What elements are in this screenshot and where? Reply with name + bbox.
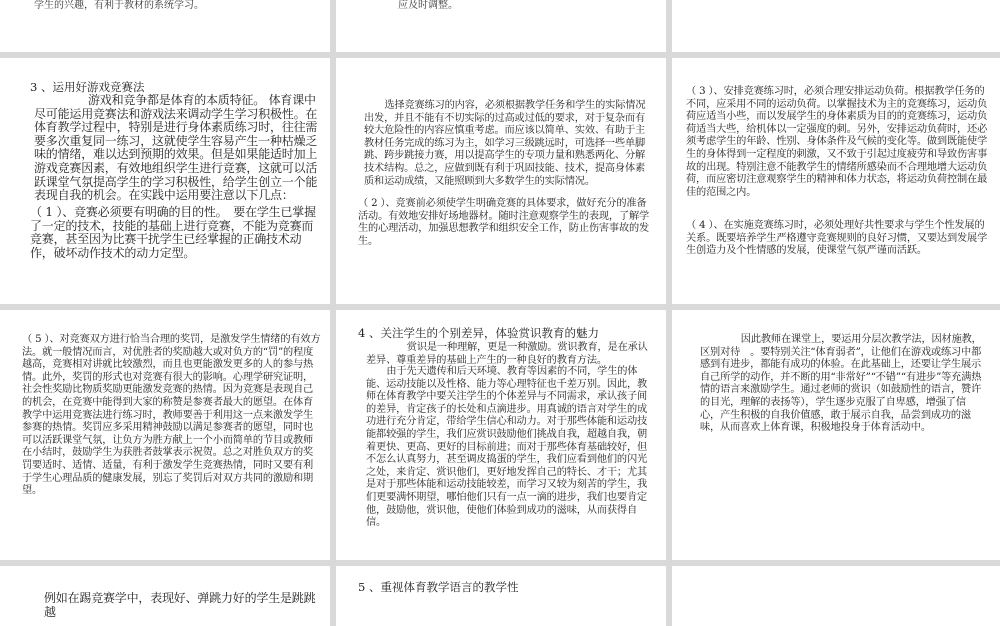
slide-bottom-middle bbox=[336, 566, 666, 626]
point-4-paragraph: （ 4 ）、在实施竞赛练习时，必须处理好共性要求与学生个性发展的关系。既要培养学生严格遵守竞赛规则的良好习惯，又要达到发展学生创造力及个性情感的发展，使课堂气氛严谨而活跃。 bbox=[686, 220, 988, 257]
slide-appreciation-education bbox=[336, 310, 666, 560]
point-5-paragraph: （ 5 ）、对竞赛双方进行恰当合理的奖罚，是激发学生情绪的有效方法。就一般情况而言，对优胜者的奖励越大或对负方的“罚”的程度越高，竞赛相对讲就比较激烈，而且也更能激发更多的人的参与热情。此外，奖罚的形式也对竞赛有很大的影响。心理学研究证明，社会性奖励比物质奖励更能激发竞赛的热情。因为竞赛是表现自己的机会，在竞赛中能得到大家的称赞是参赛者最大的愿望。在体育教学中运用竞赛法进行练习时，教师要善于利用这一点来激发学生参赛的热情。奖罚应多采用精神鼓励以满足参赛者的愿望，同时也可以活跃课堂气氛，让负方为胜方献上一个小而简单的节目或教师在小结时，鼓励学生为获胜者鼓掌表示祝贺。总之对胜负双方的奖罚要适时、适情、适量，有利于激发学生竞赛热情，同时又要有利于学生心理品质的健康发展，别忘了奖罚后对双方共同的激励和期望。 bbox=[22, 334, 321, 497]
point-1-paragraph: （ 1 ）、竞赛必须要有明确的目的性。 要在学生已掌握了一定的技术，技能的基础上进行竞赛，不能为竞赛而竞赛，甚至因为比赛干扰学生已经掌握的正确技术动作，破坏动作技术的动力定型。 bbox=[30, 205, 316, 260]
appreciation-intro: 赏识是一种理解，更是一种激励。赏识教育，是在承认差异、尊重差异的基础上产生的一种良好的教育方法。 bbox=[366, 342, 648, 366]
individual-difference-paragraph: 由于先天遗传和后天环境、教育等因素的不同，学生的体能、运动技能以及性格、能力等心理特征也千差万别。因此，教师在体育教学中要关注学生的个体差异与不同需求，承认孩子间的差异，肯定孩子的长处和点滴进步。用真诚的语言对学生的成功进行充分肯定，带给学生信心和动力。对于那些体能和运动技能都较强的学生，我们应赏识鼓励他们挑战自我，超越自我，朝着更快、更高、更好的目标前进；而对于那些体育基础较好，但不怎么认真努力，甚至调皮捣蛋的学生，我们应看到他们的闪光之处，来肯定、赏识他们，更好地发挥自己的特长、才干；尤其是对于那些体能和运动技能较差，而学习又较为刻苦的学生，我们更要满怀期望，哪怕他们只有一点一滴的进步，我们也要肯定他，鼓励他，赏识他，使他们体验到成功的滋味，从而获得自信。 bbox=[366, 366, 648, 529]
slide-game-competition bbox=[0, 58, 330, 304]
layered-teaching-paragraph: 因此教师在课堂上，要运用分层次教学法，因材施教，区别对待 。要特别关注“体育弱者”，让他们在游戏或练习中都感到有进步，都能有成功的体验。在此基础上，还要让学生展示自己所学的动作，并不断的用“非常好”“不错”“有进步”等充满热情的语言来激励学生。通过老师的赏识（如鼓励性的语言，赞许的目光，理解的表扬等），学生逐步克服了自卑感，增强了信心，产生积极的自我价值感，敢于展示自我，品尝到成功的滋味，从而喜欢上体育课，积极地投身于体育活动中。 bbox=[700, 334, 982, 434]
slide-bottom-right bbox=[672, 566, 1000, 626]
slide-competition-content bbox=[336, 58, 666, 304]
section-heading-5: 5 、重视体育教学语言的教学性 bbox=[358, 580, 519, 594]
bottom-left-text: 例如在踢竞赛学中，表现好、弹跳力好的学生是跳跳越 bbox=[44, 591, 316, 619]
slide-top-middle bbox=[336, 0, 666, 52]
section-heading: 3 、运用好游戏竞赛法 bbox=[30, 80, 145, 94]
content-selection-paragraph: 选择竞赛练习的内容，必须根据教学任务和学生的实际情况出发，并且不能有不切实际的过高或过低的要求，对于复杂而有较大危险性的内容应慎重考虑。而应该以简单、实效、有助于主教材任务完成的练习为主，如学习三级跳远时，可选择一些单脚跳、跨步跳接力赛，用以提高学生的专项力量和熟悉两化、分解技术结构。总之，应做到既有利于巩固技能、技术，提高身体素质和运动成绩，又能照顾到大多数学生的实际情况。 bbox=[364, 100, 646, 187]
point-3-paragraph: （ 3 ）、安排竞赛练习时，必须合理安排运动负荷。根据教学任务的不同，应采用不同的运动负荷。以掌握技术为主的竞赛练习，运动负荷应适当小些，而以发展学生的身体素质为目的的竞赛练习，运动负荷适当大些，给机体以一定强度的刺。另外，安排运动负荷时，还必须考虑学生的年龄、性别、身体条件及气候的变化等。做到既能使学生的身体得到一定程度的刺激，又不致于引起过度疲劳和导致伤害事故的出现。特别注意不能教学生的情绪所感染而不合理地增大运动负荷，而应密切注意观察学生的精神和体力状态，将运动负荷控制在最佳的范围之内。 bbox=[686, 86, 988, 198]
slide-load-arrangement bbox=[672, 58, 1000, 304]
point-2-paragraph: （ 2 ）、竞赛前必须使学生明确竞赛的具体要求，做好充分的准备活动。有效地安排好场地器材。随时注意观察学生的表现，了解学生的心理活动，加强思想教学和组织安全工作，防止伤害事故的发生。 bbox=[358, 198, 650, 247]
slide-rewards bbox=[0, 310, 330, 560]
slide-bottom-left bbox=[0, 566, 330, 626]
top-left-text: 学生的兴趣，有利于教材的系统学习。 bbox=[34, 0, 204, 11]
slide-top-right bbox=[672, 0, 1000, 52]
slide-layered-teaching bbox=[672, 310, 1000, 560]
top-middle-text: 应及时调整。 bbox=[398, 0, 458, 11]
slide-top-left bbox=[0, 0, 330, 52]
section-heading-4: 4 、关注学生的个别差异，体验赏识教育的魅力 bbox=[358, 326, 599, 340]
intro-paragraph: 游戏和竞争都是体育的本质特征。 体育课中尽可能运用竞赛法和游戏法来调动学生学习积极性。在体育教学过程中，特别是进行身体素质练习时，往往需要多次重复同一练习，这就使学生容易产生一种枯燥乏味的情绪，难以达到预期的效果。但是如果能适时加上游戏竞赛因素，有效地组织学生进行竞赛，这就可以活跃课堂气氛提高学生的学习积极性，给学生创立一个能表现自我的机会。在实践中运用要注意以下几点： bbox=[34, 93, 318, 203]
